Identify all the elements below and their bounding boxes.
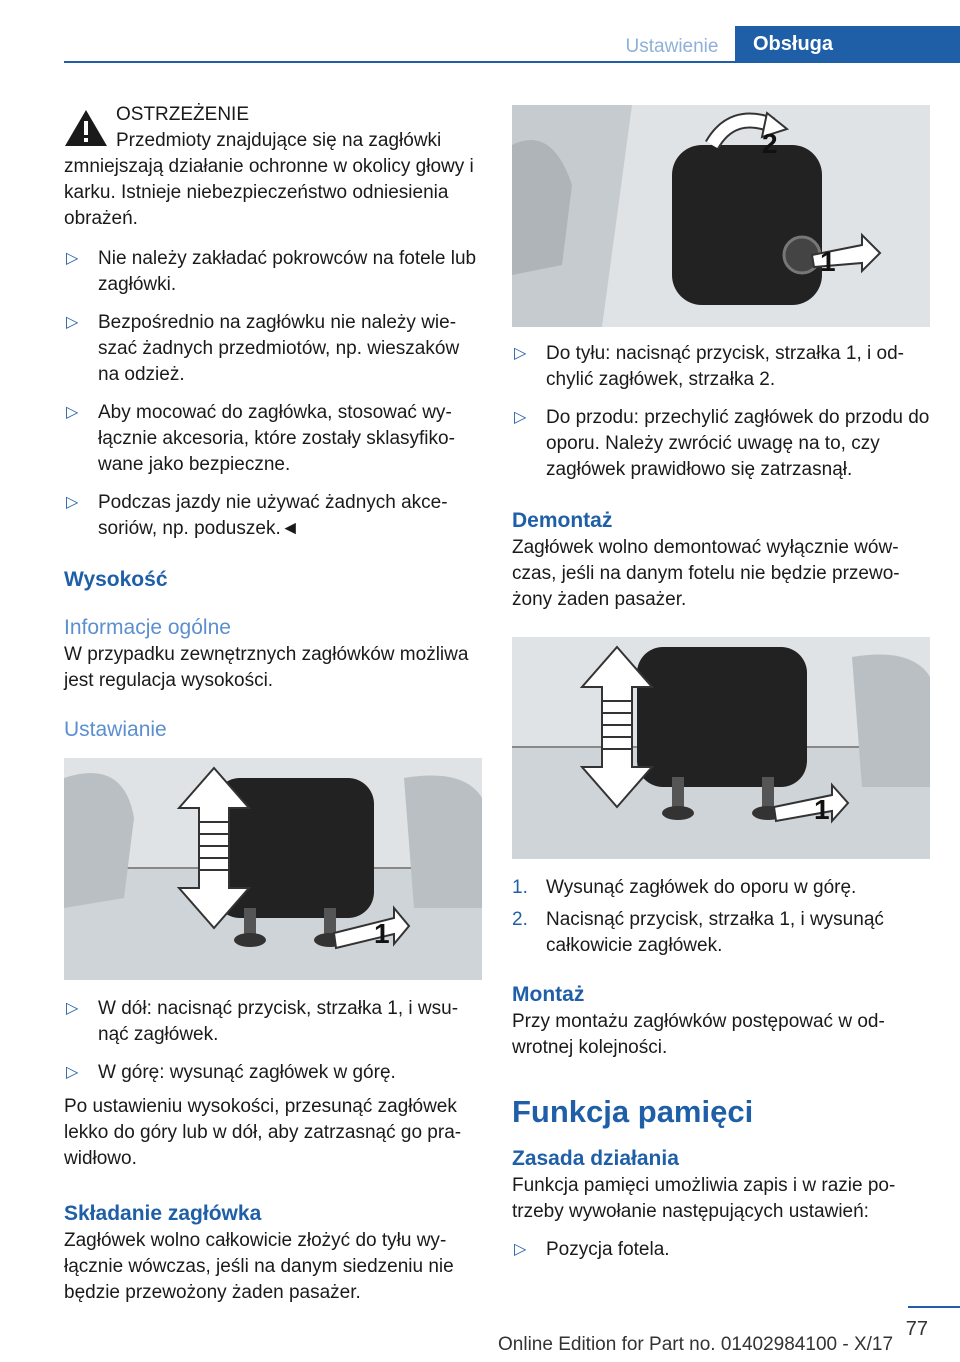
mount-text: Przy montażu zagłówków postępować w odwrotnej kolejności. (512, 1011, 885, 1058)
chapter-tab: Obsługa (735, 26, 960, 62)
figure-label-1: 1 (814, 794, 830, 825)
setting-text: Po ustawieniu wysokości, przesunąć zagłówek lekko do góry lub w dół, aby zatrzasnąć go prawidłowo. (64, 1096, 462, 1169)
list-item: ▷ Nie należy zakładać pokrowców na fotele lub zagłówki. (66, 248, 477, 295)
list-item: 2. Nacisnąć przycisk, strzałka 1, i wysunąć całkowicie zagłówek. (512, 909, 884, 956)
heading-general: Informacje ogólne (64, 616, 231, 639)
general-text: W przypadku zewnętrznych zagłówków możliwa jest regulacja wysokości. (64, 644, 469, 691)
triangle-bullet-icon: ▷ (66, 404, 79, 421)
page-number: 77 (905, 1318, 928, 1340)
heading-fold: Składanie zagłówka (64, 1202, 262, 1225)
heading-mount: Montaż (512, 983, 585, 1006)
triangle-bullet-icon: ▷ (514, 345, 527, 362)
principle-text: Funkcja pamięci umożliwia zapis i w razie potrzeby wywołanie następujących ustawień: (512, 1175, 896, 1222)
headrest-fold-figure (512, 105, 930, 327)
right-column (512, 105, 930, 1275)
triangle-bullet-icon: ▷ (66, 1064, 79, 1081)
triangle-bullet-icon: ▷ (66, 314, 79, 331)
warning-icon (64, 108, 108, 148)
list-item: ▷ Aby mocować do zagłówka, stosować wyłącznie akcesoria, które zostały sklasyfikowane jako bezpieczne. (66, 402, 455, 475)
setting-list (64, 996, 482, 1086)
page-header (0, 26, 960, 62)
list-item: ▷ W dół: nacisnąć przycisk, strzałka 1, i wsunąć zagłówek. (66, 998, 459, 1045)
footer-rule (908, 1306, 960, 1308)
warning-title: OSTRZEŻENIE (116, 104, 250, 125)
triangle-bullet-icon: ▷ (514, 1241, 527, 1258)
triangle-bullet-icon: ▷ (66, 250, 79, 267)
heading-setting: Ustawianie (64, 718, 167, 741)
heading-memory: Funkcja pamięci (512, 1094, 754, 1129)
figure-label-2: 2 (762, 128, 778, 159)
fold-list (512, 341, 930, 483)
list-item: ▷ Do tyłu: nacisnąć przycisk, strzałka 1, i odchylić zagłówek, strzałka 2. (514, 343, 904, 390)
section-tab: Ustawienie (625, 36, 719, 57)
fold-text: Zagłówek wolno całkowicie złożyć do tyłu wyłącznie wówczas, jeśli na danym siedzeniu nie będzie przewożony żaden pasażer. (64, 1230, 454, 1303)
triangle-bullet-icon: ▷ (66, 494, 79, 511)
figure-label-1: 1 (374, 918, 390, 949)
triangle-bullet-icon: ▷ (514, 409, 527, 426)
edition-footer: Online Edition for Part no. 01402984100 - X/17 (498, 1334, 894, 1355)
list-item: ▷ W górę: wysunąć zagłówek w górę. (64, 1060, 482, 1086)
list-item: 1. Wysunąć zagłówek do oporu w górę. (512, 877, 857, 898)
warning-body: zmniejszają działanie ochronne w okolicy głowy i karku. Istnieje niebezpieczeństwo odniesienia obrażeń. (64, 156, 474, 229)
list-item: ▷ Podczas jazdy nie używać żadnych akcesoriów, np. poduszek.◄ (66, 492, 448, 539)
heading-removal: Demontaż (512, 509, 613, 532)
removal-steps (512, 875, 930, 959)
principle-list (512, 1237, 930, 1263)
list-item: ▷ Bezpośrednio na zagłówku nie należy wieszać żadnych przedmiotów, np. wieszaków na odzież. (66, 312, 460, 385)
headrest-removal-figure (512, 637, 930, 859)
left-column (64, 96, 482, 1306)
list-item: ▷ Do przodu: przechylić zagłówek do przodu do oporu. Należy zwrócić uwagę na to, czy zagłówek prawidłowo się zatrzasnął. (514, 407, 930, 480)
header-rule (64, 61, 960, 63)
warning-block (64, 96, 482, 154)
removal-text: Zagłówek wolno demontować wyłącznie wówczas, jeśli na danym fotelu nie będzie przewożony żaden pasażer. (512, 537, 900, 610)
heading-principle: Zasada działania (512, 1147, 679, 1170)
list-item: ▷ Pozycja fotela. (512, 1237, 930, 1263)
warning-line1: Przedmioty znajdujące się na zagłówki (116, 130, 442, 151)
headrest-height-figure (64, 758, 482, 980)
heading-height: Wysokość (64, 568, 168, 591)
figure-label-1: 1 (820, 246, 836, 277)
warning-list (64, 246, 482, 542)
triangle-bullet-icon: ▷ (66, 1000, 79, 1017)
